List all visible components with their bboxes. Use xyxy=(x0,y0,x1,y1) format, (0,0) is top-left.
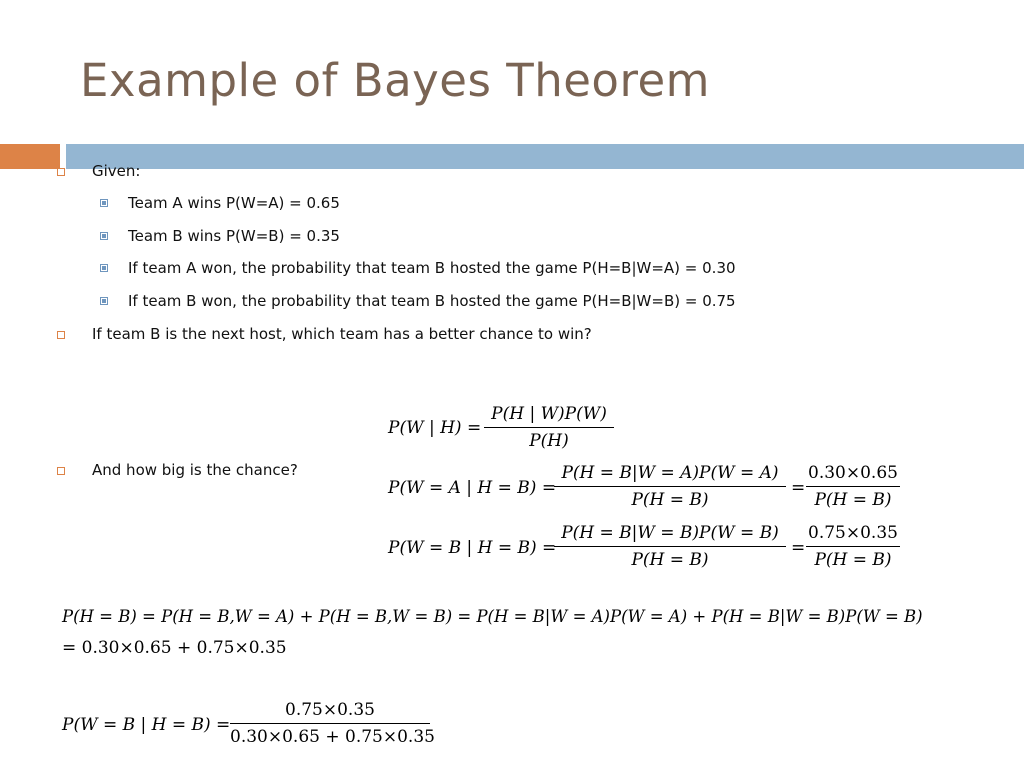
teamB-numerator-values: 0.75×0.35 xyxy=(808,523,898,543)
teamA-numerator-values: 0.30×0.65 xyxy=(808,463,898,483)
teamA-lhs: P(W = A | H = B) = xyxy=(388,478,557,498)
sub-bullet-icon xyxy=(100,264,108,272)
teamB-equals: = xyxy=(791,538,806,558)
teamB-fraction-values xyxy=(806,523,900,570)
given-item: Team A wins P(W=A) = 0.65 xyxy=(128,194,340,212)
teamB-denominator-values: P(H = B) xyxy=(814,550,892,570)
bayes-numerator: P(H | W)P(W) xyxy=(491,404,607,424)
given-item: If team B won, the probability that team B hosted the game P(H=B|W=B) = 0.75 xyxy=(128,292,736,310)
final-lhs: P(W = B | H = B) = xyxy=(62,715,231,735)
teamA-fraction xyxy=(554,463,786,510)
bayes-lhs: P(W | H) = xyxy=(388,418,482,438)
bayes-fraction xyxy=(484,404,614,451)
bayes-denominator: P(H) xyxy=(529,431,569,451)
teamA-fraction-values xyxy=(806,463,900,510)
final-denominator: 0.30×0.65 + 0.75×0.35 xyxy=(230,727,435,747)
teamA-denominator-values: P(H = B) xyxy=(814,490,892,510)
total-probability-line2: = 0.30×0.65 + 0.75×0.35 xyxy=(62,638,287,658)
teamB-numerator: P(H = B|W = B)P(W = B) xyxy=(561,523,779,543)
teamB-fraction xyxy=(554,523,786,570)
teamA-numerator: P(H = B|W = A)P(W = A) xyxy=(561,463,779,483)
given-item: If team A won, the probability that team B hosted the game P(H=B|W=A) = 0.30 xyxy=(128,259,736,277)
bullet-square-icon xyxy=(57,168,65,176)
teamA-denominator: P(H = B) xyxy=(631,490,709,510)
bullet-square-icon xyxy=(57,331,65,339)
bullet-square-icon xyxy=(57,467,65,475)
final-numerator: 0.75×0.35 xyxy=(285,700,375,720)
sub-bullet-icon xyxy=(100,297,108,305)
sub-bullet-icon xyxy=(100,232,108,240)
given-label: Given: xyxy=(92,162,141,180)
sub-bullet-icon xyxy=(100,199,108,207)
given-item: Team B wins P(W=B) = 0.35 xyxy=(128,227,340,245)
question-text: If team B is the next host, which team has a better chance to win? xyxy=(92,325,592,343)
teamB-lhs: P(W = B | H = B) = xyxy=(388,538,557,558)
question2-text: And how big is the chance? xyxy=(92,461,298,479)
teamA-equals: = xyxy=(791,478,806,498)
slide-title: Example of Bayes Theorem xyxy=(80,54,710,107)
accent-bar-blue xyxy=(66,144,1024,169)
accent-bar-orange xyxy=(0,144,60,169)
teamB-denominator: P(H = B) xyxy=(631,550,709,570)
total-probability-line1: P(H = B) = P(H = B,W = A) + P(H = B,W = B) = P(H = B|W = A)P(W = A) + P(H = B|W = B)P(W = B) xyxy=(62,607,923,626)
final-fraction xyxy=(230,700,435,747)
